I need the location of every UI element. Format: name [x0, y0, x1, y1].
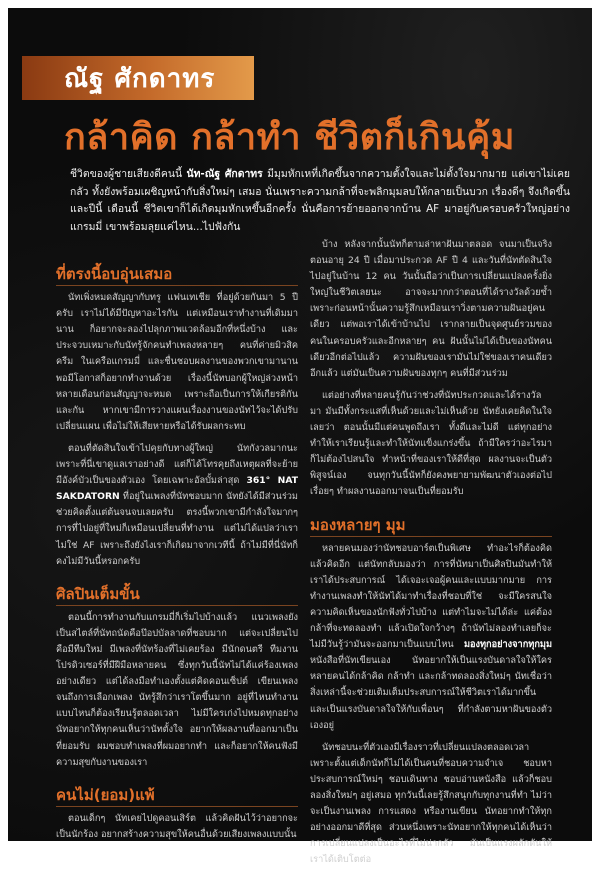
paragraph-part: หลายคนมองว่านัทชอบอาร์ตเป็นพิเศษ ทำอะไรก็ต้องคิดแล้วคิดอีก แต่นัทกลับมองว่า การที่นัทมาเป็นศิลปินมันทำให้เราได้ประสบการณ์ ได้เจอะเจอผู้คนและแบบมากมาย การทำงานเพลงทำให้นัทได้มาทำเรื่องที่ชอบที่ใช่ จะมีใครสนใจความคิดเห็นของนักฟังทั่วไปบ้าง แต่ทำไมจะไม่ได้ล่ะ แค่ต้องกล้าที่จะทดลองทำ แล้วเปิดใจกว้างๆ ถ้านัทไม่ลองทำเลยก็จะไม่มีวันรู้ว่ามันจะออกมาเป็นแบบไหน: [310, 542, 552, 651]
section-title-artist: ศิลปินเต็มขั้น: [56, 586, 298, 606]
book-title: มองทุกอย่างจากทุกมุม: [463, 639, 552, 651]
intro-paragraph: [70, 166, 570, 236]
paragraph-part: ตอนที่ตัดสินใจเข้าไปคุยกับทางผู้ใหญ่ นัทกังวลมากนะ เพราะที่นี่เขาดูแลเราอย่างดี แต่ก็ได้โทรคุยถึงเหตุผลที่จะย้าย มีอังค์บัวเป็นของตัวเอง โดยเฉพาะอัลบั้มล่าสุด: [56, 442, 298, 487]
paragraph: ตอนเด็กๆ นัทเคยไปดูคอนเสิร์ต แล้วคิดฝันไว้ว่าอยากจะเป็นนักร้อง อยากสร้างความสุขให้คนอื่นด้วยเสียงเพลงแบบนั้น: [56, 812, 298, 840]
section-title-many-angles: มองหลายๆ มุม: [310, 517, 552, 537]
intro-name: นัท-ณัฐ ศักดาทร: [186, 168, 263, 180]
name-banner: [22, 56, 254, 100]
intro-lead: ชีวิตของผู้ชายเสียงดีคนนี้: [70, 168, 187, 180]
paragraph: นัทชอบนะที่ตัวเองมีเรื่องราวที่เปลี่ยนแปลงตลอดเวลาเพราะตั้งแต่เด็กนัทก็ไม่ได้เป็นคนที่ชอบความจำเจ ชอบหาประสบการณ์ใหม่ๆ ชอบเดินทาง ชอบอ่านหนังสือ แล้วก็ชอบลองสิ่งใหม่ๆ อยู่เสมอ ทุกวันนี้เลยรู้สึกสนุกกับทุกงานที่ทำ ไม่ว่าจะเป็นงานเพลง การแสดง หรืองานเขียน นัทอยากทำให้ทุกอย่างออกมาดีที่สุด ส่วนหนึ่งเพราะนัทอยากให้ทุกคนได้เห็นว่า การเปลี่ยนแปลงเป็นอะไรที่ไม่น่ากลัว มันเป็นแรงผลักดันให้เราได้เติบโตต่อ: [310, 741, 552, 866]
left-column: [56, 266, 298, 849]
section-title-never-give-up: คนไม่(ยอม)แพ้: [56, 787, 298, 807]
right-column: [310, 237, 552, 874]
section-title-warm: ที่ตรงนี้อบอุ่นเสมอ: [56, 266, 298, 286]
paragraph: ตอนนี้การทำงานกับแกรมมี่ก็เริ่มไปบ้างแล้ว แนวเพลงยังเป็นสไตล์ที่นัทถนัดคือป๊อปบัลลาดที่ชอบมาก แต่จะเปลี่ยนไปคือมีทีมใหม่ มีเพลงที่นัทร้องที่ไม่เคยร้อง มีนักดนตรี ทีมงาน โปรดิวเซอร์ที่มีฝีมือหลายคน ซึ่งทุกวันนี้นัทไม่ได้แค่ร้องเพลงอย่างเดียว แต่ได้ลงมือทำเองตั้งแต่คิดคอนเซ็ปต์ เขียนเพลง จนถึงการเลือกเพลง นัทรู้สึกว่าเราโตขึ้นมาก อยู่ที่ไหนทำงานแบบไหนก็ต้องเรียนรู้ตลอดเวลา ไม่มีใครเก่งไปหมดทุกอย่าง นัทอยากให้ทุกคนเห็นว่านัทตั้งใจ อยากให้ผลงานที่ออกมาเป็นที่ยอมรับ ผมชอบทำเพลงที่ผมอยากทำ และก็อยากให้คนฟังมีความสุขกับงานของเรา: [56, 611, 298, 768]
paragraph: แต่อย่างที่หลายคนรู้กันว่าช่วงที่นัทประกวดและได้รางวัลมา มันมีทั้งกระแสที่เห็นด้วยและไม่เห็นด้วย นัทยังเคยคิดในใจเลยว่า ตอนนั้นมีแต่คนพูดถึงเรา ทั้งดีและไม่ดี แต่ทุกอย่างทำให้เราเรียนรู้และทำให้นัทแข็งแกร่งขึ้น ถ้ามีใครว่าอะไรมาก็ไม่ต้องไปสนใจ ทำหน้าที่ของเราให้ดีที่สุด ผลงานจะเป็นตัวพิสูจน์เอง จนทุกวันนี้นัทก็ยังคงพยายามพัฒนาตัวเองต่อไปเรื่อยๆ ทำผลงานออกมาจนเป็นที่ยอมรับ: [310, 389, 552, 498]
paragraph: นัทเพิ่งหมดสัญญากับทรู แฟนเทเชีย ที่อยู่ด้วยกันมา 5 ปีครับ เราไม่ได้มีปัญหาอะไรกัน แต่เหมือนเราทำงานที่เดิมมานาน ก็อยากจะลองไปลุกภาพแวดล้อมอีกที่หนึ่งบ้าง และประจวบเหมาะกับนัทรู้จักคนทำเพลงหลายๆ คนที่ค่ายมิวสิค ครีม ในเครือแกรมมี่ และชื่นชอบผลงานของพวกเขามานาน พอมีโอกาสก็อยากทำงานด้วย เรื่องนี้นัทบอกผู้ใหญ่ล่วงหน้าหลายเดือนก่อนสัญญาจะหมด เพราะถือเป็นการให้เกียรติกันและกัน หากเขามีการวางแผนเรื่องงานของนัทไว้จะได้ปรับเปลี่ยนแผน เพื่อไม่ให้เสียหายหรือได้รับผลกระทบ: [56, 292, 298, 432]
paragraph: [56, 441, 298, 570]
album-name: 361° NAT SAKDATORN: [56, 475, 299, 503]
artist-name: ณัฐ ศักดาทร: [64, 63, 216, 94]
paragraph: [310, 541, 552, 734]
headline: กล้าคิด กล้าทำ ชีวิตก็เกินคุ้ม: [64, 117, 515, 158]
paragraph-part: ที่อยู่ในเพลงที่นัทชอบมาก นัทยังได้มีส่วนร่วมช่วยคิดตั้งแต่ต้นจนจบเลยครับ ตรงนี้พวกเขามีกำลังใจมากๆ การที่ไปอยู่ที่ใหม่ก็เหมือนเปลี่ยนที่ทำงาน แต่ไม่ได้แปลว่าเราไม่ใช่ AF เพราะถึงยังไงเราก็เกิดมาจากเวทีนี้ ถ้าไม่มีที่นี่นัทก็คงไม่มีวันนี้หรอกครับ: [56, 491, 298, 567]
intro-body: มีมุมหักเหที่เกิดขึ้นจากความตั้งใจและไม่ตั้งใจมากมาย แต่เขาไม่เคยกลัว ทั้งยังพร้อมเผชิญหน้ากับสิ่งใหม่ๆ เสมอ นั่นเพราะความกล้าที่จะพลิกมุมลบให้กลายเป็นบวก เรื่องดีๆ จึงเกิดขึ้น และปีนี้ เดือนนี้ ชีวิตเขาก็ได้เกิดมุมหักเหขึ้นอีกครั้ง นั่นคือการย้ายออกจากบ้าน AF มาอยู่กับครอบครัวใหญ่อย่างแกรมมี่ เขาพร้อมลุยแค่ไหน...ไปฟังกัน: [70, 168, 571, 233]
paragraph-part: หนังสือที่นัทเขียนเอง นัทอยากให้เป็นแรงบันดาลใจให้ใครหลายคนได้กล้าคิด กล้าทำ และกล้าทดลองสิ่งใหม่ๆ นัทเชื่อว่าสิ่งเหล่านี้จะช่วยเติมเต็มประสบการณ์ให้ชีวิตเราได้มากขึ้น และเป็นแรงบันดาลใจให้กับเพื่อนๆ ที่กำลังตามหาฝันของตัวเองอยู่: [310, 655, 552, 731]
magazine-page: [8, 8, 592, 866]
paragraph: บ้าง หลังจากนั้นนัทก็ตามล่าหาฝันมาตลอด จนมาเป็นจริงตอนอายุ 24 ปี เมื่อมาประกวด AF ปี 4 และวันที่นัทตัดสินใจไปอยู่ในบ้าน 12 คน วันนั้นถือว่าเป็นการเปลี่ยนแปลงครั้งยิ่งใหญ่ในชีวิตเลยนะ อาจจะมากกว่าตอนที่ได้รางวัลด้วยซ้ำ เพราะก่อนหน้านั้นความรู้สึกเหมือนเราวิ่งตามความฝันอยู่คนเดียว แต่พอเราได้เข้าบ้านไป เรากลายเป็นจุดศูนย์รวมของคนในครอบครัวและอีกหลายๆ คน ฝันนั้นไม่ได้เป็นของนัทคนเดียวอีกต่อไปแล้ว ความฝันของเรามันไม่ใช่ของเราคนเดียวอีกแล้ว แต่มันเป็นความฝันของทุกๆ คนที่มีส่วนร่วม: [310, 239, 552, 379]
